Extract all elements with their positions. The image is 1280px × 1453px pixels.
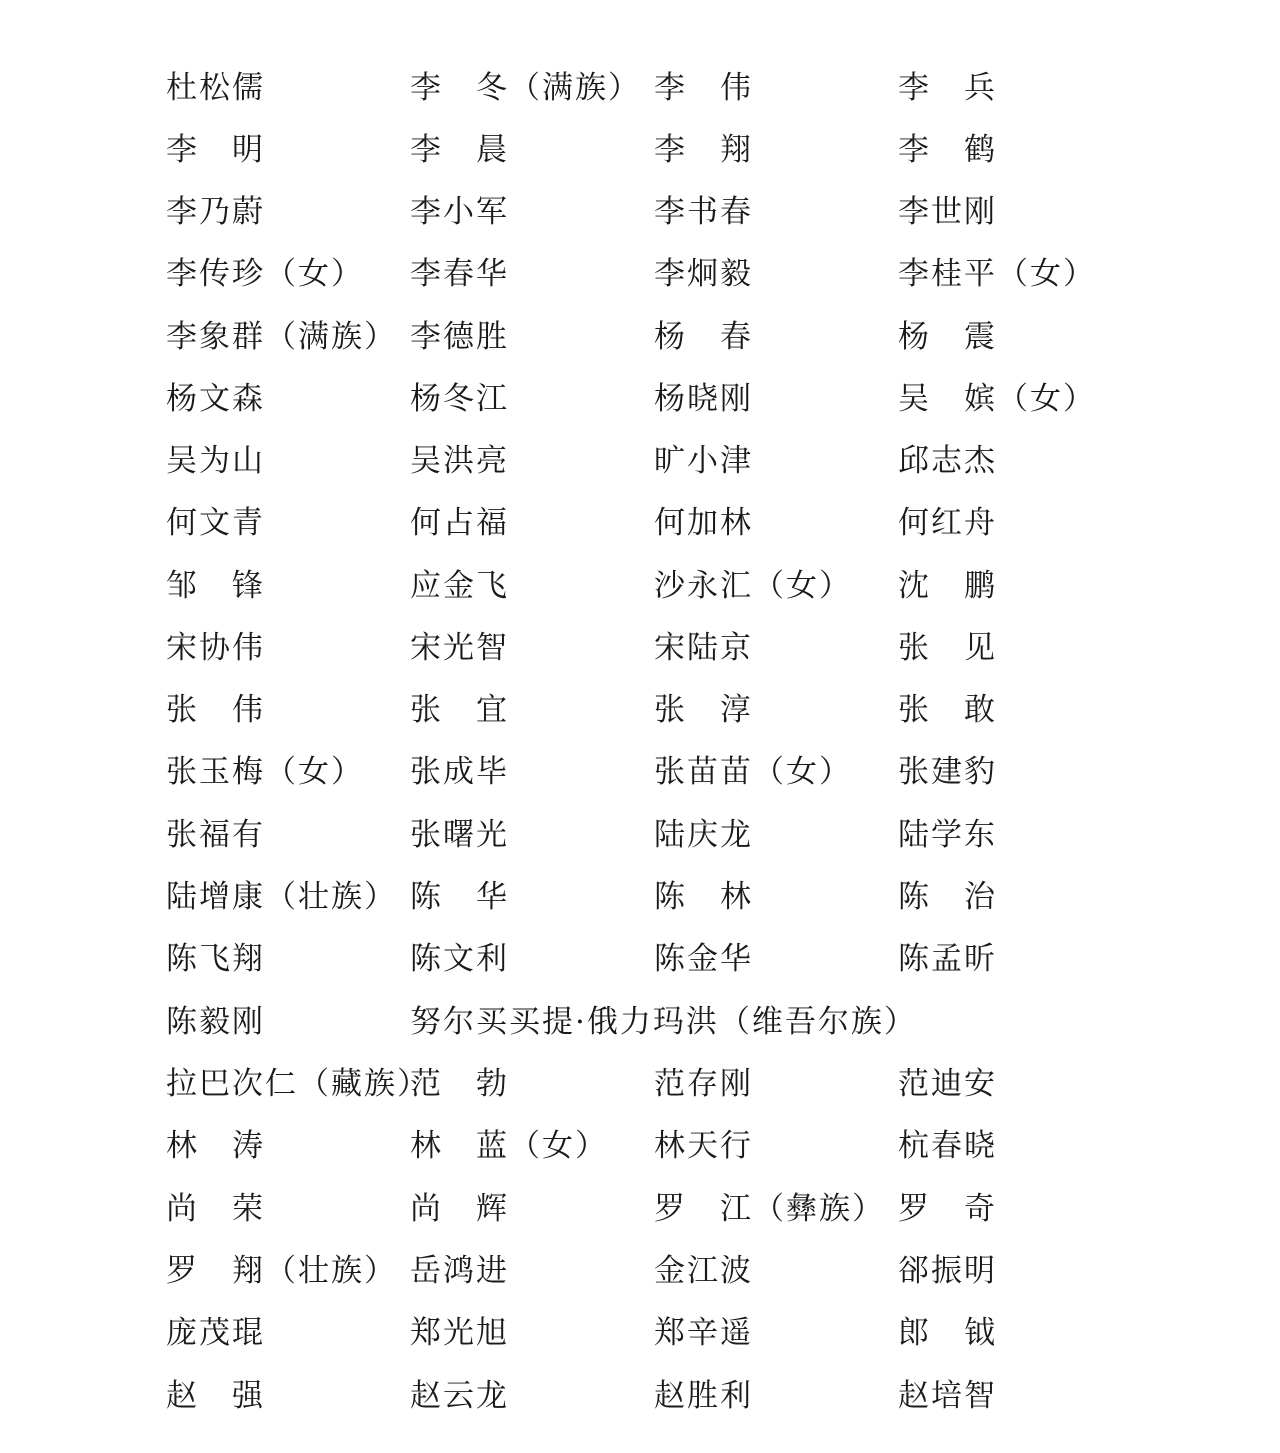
name-cell: 吴为山 [166, 443, 265, 479]
name-cell: 陈 华 [410, 879, 509, 915]
name-row [0, 1240, 1280, 1302]
name-cell: 张 敢 [898, 692, 997, 728]
name-row [0, 119, 1280, 181]
name-cell: 张 宜 [410, 692, 509, 728]
name-cell: 林天行 [654, 1128, 753, 1164]
name-cell: 李春华 [410, 256, 509, 292]
name-cell: 李 明 [166, 132, 265, 168]
name-cell: 李象群（满族） [166, 319, 397, 355]
name-cell: 陆庆龙 [654, 817, 753, 853]
name-cell: 李传珍（女） [166, 256, 364, 292]
name-cell: 岳鸿进 [410, 1253, 509, 1289]
name-cell: 郤振明 [898, 1253, 997, 1289]
name-cell: 张曙光 [410, 817, 509, 853]
name-cell: 李桂平（女） [898, 256, 1096, 292]
name-cell: 张成毕 [410, 754, 509, 790]
name-row [0, 555, 1280, 617]
name-row [0, 368, 1280, 430]
name-cell: 罗 奇 [898, 1191, 997, 1227]
name-cell: 邹 锋 [166, 568, 265, 604]
name-cell: 范存刚 [654, 1066, 753, 1102]
name-cell: 李德胜 [410, 319, 509, 355]
name-cell: 赵 强 [166, 1378, 265, 1414]
name-row [0, 1178, 1280, 1240]
name-cell: 赵云龙 [410, 1378, 509, 1414]
name-row [0, 1053, 1280, 1115]
name-cell: 郑辛遥 [654, 1315, 753, 1351]
name-cell: 陈文利 [410, 941, 509, 977]
name-cell: 庞茂琨 [166, 1315, 265, 1351]
name-cell: 林 涛 [166, 1128, 265, 1164]
name-cell: 应金飞 [410, 568, 509, 604]
name-cell: 李小军 [410, 194, 509, 230]
name-cell: 李炯毅 [654, 256, 753, 292]
name-cell: 陈 林 [654, 879, 753, 915]
name-cell: 邱志杰 [898, 443, 997, 479]
name-cell: 张苗苗（女） [654, 754, 852, 790]
name-cell: 李 冬（满族） [410, 70, 641, 106]
name-cell: 尚 荣 [166, 1191, 265, 1227]
name-row [0, 243, 1280, 305]
name-cell: 范迪安 [898, 1066, 997, 1102]
name-row [0, 430, 1280, 492]
name-cell: 赵胜利 [654, 1378, 753, 1414]
name-cell: 张 见 [898, 630, 997, 666]
name-row [0, 306, 1280, 368]
name-cell: 何占福 [410, 505, 509, 541]
name-cell: 李 鹤 [898, 132, 997, 168]
name-cell: 李 翔 [654, 132, 753, 168]
name-row [0, 492, 1280, 554]
name-row [0, 804, 1280, 866]
name-row [0, 991, 1280, 1053]
name-cell: 范 勃 [410, 1066, 509, 1102]
name-cell: 杨文森 [166, 381, 265, 417]
name-cell: 陈孟昕 [898, 941, 997, 977]
name-cell: 拉巴次仁（藏族） [166, 1066, 430, 1102]
name-cell: 何红舟 [898, 505, 997, 541]
name-cell: 林 蓝（女） [410, 1128, 608, 1164]
name-cell: 金江波 [654, 1253, 753, 1289]
name-cell: 李世刚 [898, 194, 997, 230]
name-row [0, 617, 1280, 679]
name-cell: 陈毅刚 [166, 1004, 265, 1040]
name-cell: 何文青 [166, 505, 265, 541]
name-cell: 陈金华 [654, 941, 753, 977]
name-cell: 李书春 [654, 194, 753, 230]
name-row [0, 57, 1280, 119]
name-row [0, 679, 1280, 741]
name-cell: 李 晨 [410, 132, 509, 168]
name-row [0, 741, 1280, 803]
name-cell: 沙永汇（女） [654, 568, 852, 604]
name-cell: 张玉梅（女） [166, 754, 364, 790]
name-cell: 李乃蔚 [166, 194, 265, 230]
name-cell: 郑光旭 [410, 1315, 509, 1351]
name-cell: 郎 钺 [898, 1315, 997, 1351]
name-cell: 吴 嫔（女） [898, 381, 1096, 417]
name-cell: 沈 鹏 [898, 568, 997, 604]
name-cell: 陆学东 [898, 817, 997, 853]
name-cell: 陆增康（壮族） [166, 879, 397, 915]
name-cell: 吴洪亮 [410, 443, 509, 479]
name-cell: 杜松儒 [166, 70, 265, 106]
name-cell: 何加林 [654, 505, 753, 541]
name-cell: 尚 辉 [410, 1191, 509, 1227]
name-cell: 张福有 [166, 817, 265, 853]
name-row [0, 928, 1280, 990]
name-row [0, 1302, 1280, 1364]
name-cell: 宋光智 [410, 630, 509, 666]
name-cell: 杨 震 [898, 319, 997, 355]
name-cell: 李 兵 [898, 70, 997, 106]
name-cell: 陈飞翔 [166, 941, 265, 977]
name-cell: 杨晓刚 [654, 381, 753, 417]
name-cell: 张 伟 [166, 692, 265, 728]
name-cell: 罗 翔（壮族） [166, 1253, 397, 1289]
name-cell-wide: 努尔买买提·俄力玛洪（维吾尔族） [410, 1004, 917, 1040]
name-row [0, 1365, 1280, 1427]
name-cell: 张建豹 [898, 754, 997, 790]
name-cell: 李 伟 [654, 70, 753, 106]
name-cell: 旷小津 [654, 443, 753, 479]
name-cell: 罗 江（彝族） [654, 1191, 885, 1227]
name-cell: 赵培智 [898, 1378, 997, 1414]
name-row [0, 181, 1280, 243]
name-cell: 宋协伟 [166, 630, 265, 666]
name-cell: 宋陆京 [654, 630, 753, 666]
name-cell: 杭春晓 [898, 1128, 997, 1164]
name-cell: 陈 治 [898, 879, 997, 915]
name-cell: 杨 春 [654, 319, 753, 355]
name-cell: 张 淳 [654, 692, 753, 728]
name-cell: 杨冬江 [410, 381, 509, 417]
name-row [0, 866, 1280, 928]
name-row [0, 1115, 1280, 1177]
